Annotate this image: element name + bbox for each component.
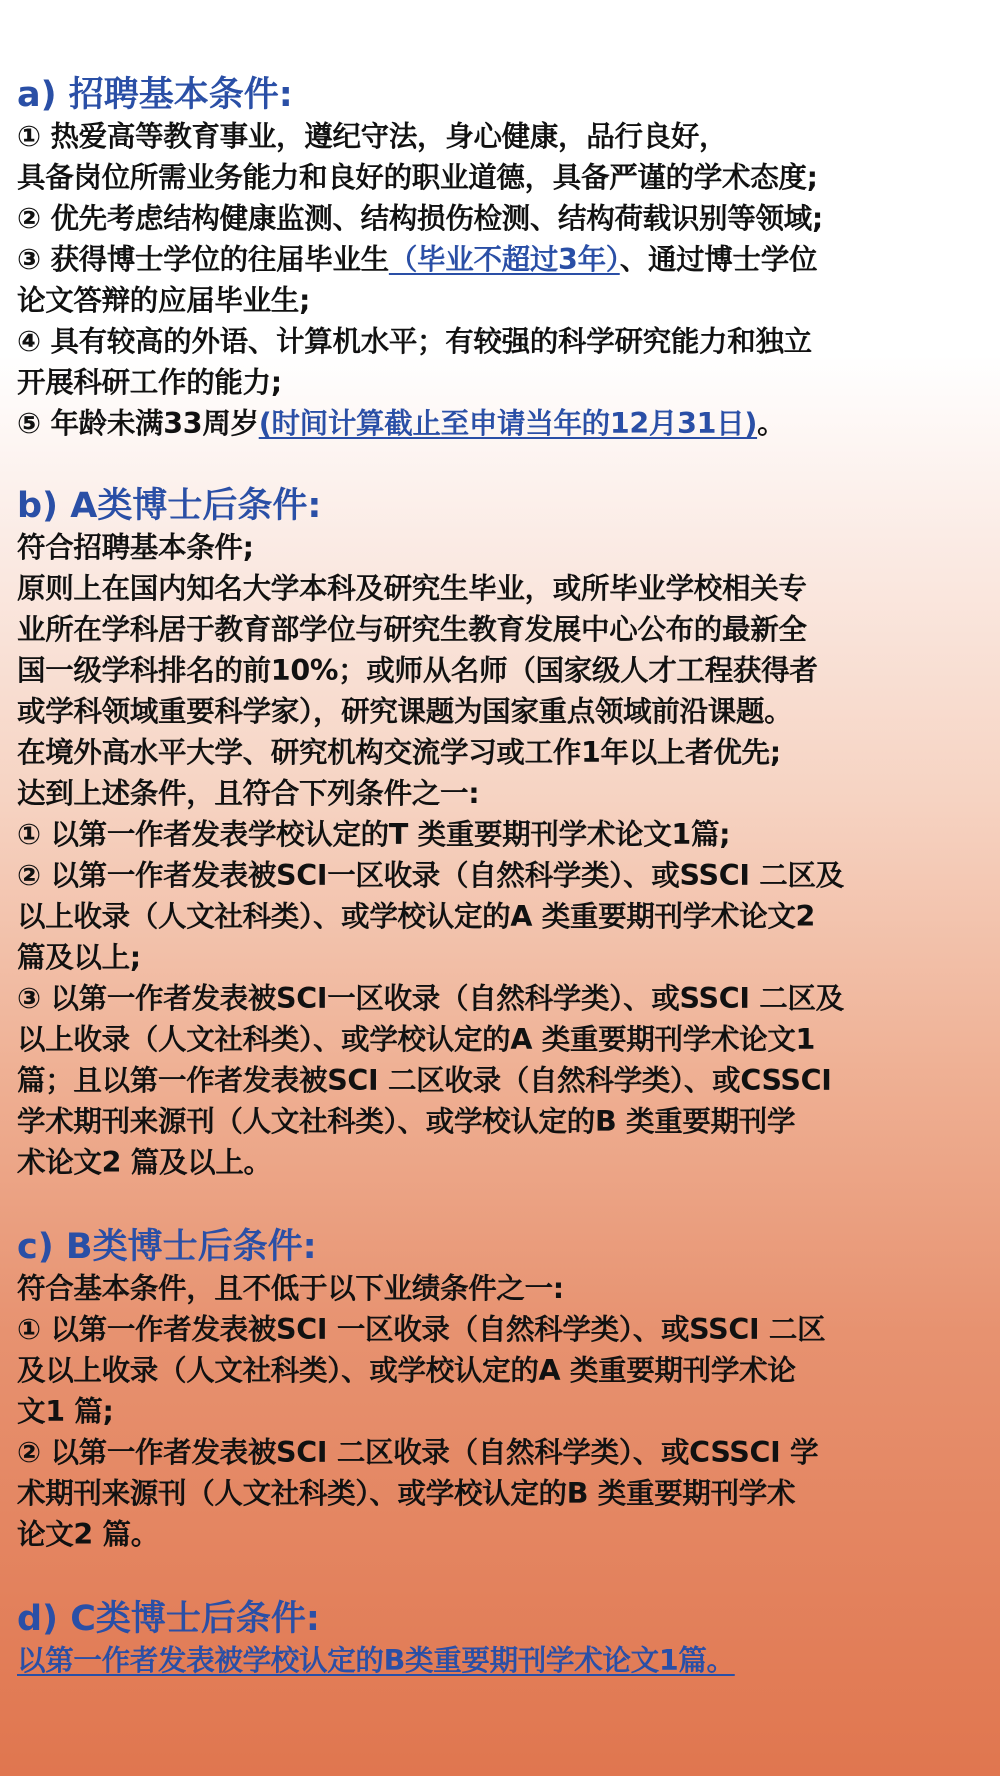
section-b-line: ① 以第一作者发表学校认定的T 类重要期刊学术论文1篇;	[17, 818, 731, 851]
section-b-line: 国一级学科排名的前10%；或师从名师（国家级人才工程获得者	[17, 654, 818, 687]
section-b-line: 以上收录（人文社科类）、或学校认定的A 类重要期刊学术论文2	[17, 900, 816, 933]
section-b-line: 或学科领域重要科学家），研究课题为国家重点领域前沿课题。	[17, 695, 793, 728]
age-deadline-link[interactable]: (时间计算截止至申请当年的12月31日)	[258, 407, 758, 440]
section-a-line-5: 论文答辩的应届毕业生;	[17, 284, 311, 317]
section-b-line: 以上收录（人文社科类）、或学校认定的A 类重要期刊学术论文1	[17, 1023, 816, 1056]
section-a-line-8-text: ⑤ 年龄未满33周岁	[17, 407, 259, 440]
section-basic-requirements	[17, 74, 992, 444]
class-c-requirement-link[interactable]: 以第一作者发表被学校认定的B类重要期刊学术论文1篇。	[17, 1644, 735, 1677]
section-a-line-2: 具备岗位所需业务能力和良好的职业道德，具备严谨的学术态度;	[17, 161, 818, 194]
section-a-line-6: ④ 具有较高的外语、计算机水平；有较强的科学研究能力和独立	[17, 325, 812, 358]
section-c-line: 符合基本条件，且不低于以下业绩条件之一:	[17, 1272, 564, 1305]
section-b-line: 术论文2 篇及以上。	[17, 1146, 272, 1179]
section-c-line: ② 以第一作者发表被SCI 二区收录（自然科学类）、或CSSCI 学	[17, 1436, 819, 1469]
section-a-line-8	[17, 403, 992, 444]
section-a-line-4-tail: 、通过博士学位	[619, 243, 818, 276]
section-d-heading: d) C类博士后条件:	[17, 1599, 320, 1639]
section-c-line: 文1 篇;	[17, 1395, 114, 1428]
section-a-line-1: ① 热爱高等教育事业，遵纪守法，身心健康，品行良好，	[17, 120, 728, 153]
section-c-heading: c) B类博士后条件:	[17, 1227, 317, 1267]
section-b-heading: b) A类博士后条件:	[17, 486, 322, 526]
section-a-line-4	[17, 239, 992, 280]
section-class-a-postdoc	[17, 485, 992, 1183]
section-c-line: 论文2 篇。	[17, 1518, 159, 1551]
section-b-line: 学术期刊来源刊（人文社科类）、或学校认定的B 类重要期刊学	[17, 1105, 796, 1138]
section-class-c-postdoc	[17, 1598, 992, 1681]
section-a-line-7: 开展科研工作的能力;	[17, 366, 282, 399]
section-b-line: 符合招聘基本条件;	[17, 531, 254, 564]
section-b-line: 篇；且以第一作者发表被SCI 二区收录（自然科学类）、或CSSCI	[17, 1064, 832, 1097]
section-a-line-3: ② 优先考虑结构健康监测、结构损伤检测、结构荷载识别等领域;	[17, 202, 823, 235]
section-class-b-postdoc	[17, 1226, 992, 1555]
section-a-line-8-tail: 。	[757, 407, 786, 440]
section-a-line-4-text: ③ 获得博士学位的往届毕业生	[17, 243, 389, 276]
section-b-line: 达到上述条件，且符合下列条件之一:	[17, 777, 480, 810]
section-b-line: ② 以第一作者发表被SCI一区收录（自然科学类）、或SSCI 二区及	[17, 859, 844, 892]
graduation-limit-link[interactable]: （毕业不超过3年）	[388, 243, 620, 276]
section-b-line: 在境外高水平大学、研究机构交流学习或工作1年以上者优先;	[17, 736, 781, 769]
section-b-line: ③ 以第一作者发表被SCI一区收录（自然科学类）、或SSCI 二区及	[17, 982, 844, 1015]
section-c-line: 术期刊来源刊（人文社科类）、或学校认定的B 类重要期刊学术	[17, 1477, 796, 1510]
section-c-line: 及以上收录（人文社科类）、或学校认定的A 类重要期刊学术论	[17, 1354, 796, 1387]
section-a-heading: a) 招聘基本条件:	[17, 75, 293, 115]
section-b-line: 篇及以上;	[17, 941, 141, 974]
section-c-line: ① 以第一作者发表被SCI 一区收录（自然科学类）、或SSCI 二区	[17, 1313, 826, 1346]
section-b-line: 原则上在国内知名大学本科及研究生毕业，或所毕业学校相关专	[17, 572, 807, 605]
section-b-line: 业所在学科居于教育部学位与研究生教育发展中心公布的最新全	[17, 613, 807, 646]
